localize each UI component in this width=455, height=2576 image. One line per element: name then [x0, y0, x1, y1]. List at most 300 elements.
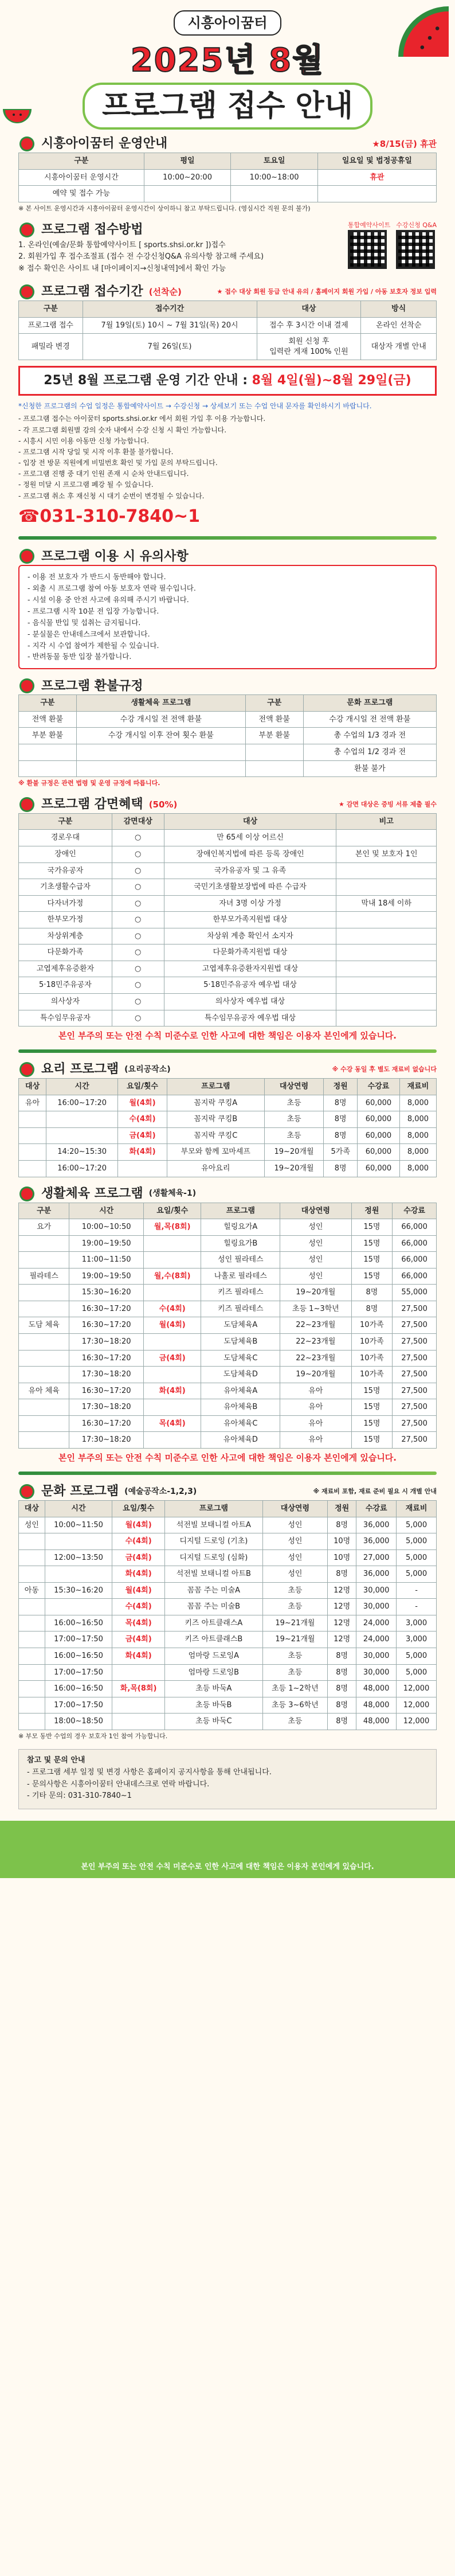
period-header-2: 대상: [257, 301, 361, 318]
sports-cell: [19, 1235, 69, 1252]
watermelon-icon: [18, 677, 36, 694]
culture-header-1: 시간: [45, 1501, 112, 1517]
discount-cell: 5·18민주유공자 예우법 대상: [164, 977, 336, 994]
operation-header-1: 평일: [144, 153, 231, 170]
closing-line: - 기타 문의: 031-310-7840~1: [27, 1792, 132, 1801]
refund-cell: [245, 744, 303, 761]
culture-cell: 성인: [262, 1566, 327, 1583]
watermelon-icon: [18, 548, 36, 565]
sports-cell: 유아체육A: [201, 1383, 280, 1399]
culture-cell: 12명: [328, 1615, 356, 1632]
culture-header-2: 요일/횟수: [112, 1501, 164, 1517]
cooking-cell: 8명: [324, 1161, 358, 1177]
signup-lines: [18, 240, 342, 274]
cooking-cell: 수(4회): [118, 1111, 167, 1128]
sports-title: 생활체육 프로그램: [41, 1186, 143, 1201]
sports-cell: 19~20개월: [280, 1285, 351, 1301]
usage-rule-line: - 지각 시 수업 참여가 제한될 수 있습니다.: [28, 641, 159, 650]
culture-cell: 엄마랑 드로잉A: [164, 1648, 262, 1664]
culture-header-5: 정원: [328, 1501, 356, 1517]
culture-section: [18, 1483, 437, 1741]
discount-cell: 장애인: [19, 846, 112, 863]
discount-cell: 고엽제후유증환자: [19, 961, 112, 977]
culture-cell: [19, 1599, 45, 1615]
refund-cell: [76, 744, 245, 761]
usage-rule-line: - 이용 전 보호자 가 반드시 동반해야 합니다.: [28, 572, 166, 581]
culture-header-0: 대상: [19, 1501, 45, 1517]
operation-cell: 휴관: [317, 169, 436, 186]
cooking-cell: 60,000: [357, 1095, 399, 1111]
period-note-line: - 프로그램 진행 중 대기 인원 존재 시 순차 안내드립니다.: [18, 470, 189, 478]
sports-row: [19, 1367, 437, 1383]
refund-cell: 환불 불가: [303, 760, 436, 777]
refund-row: [19, 711, 437, 728]
sports-header-4: 대상연령: [280, 1203, 351, 1219]
culture-cell: [112, 1697, 164, 1714]
period-note-line: - 프로그램 취소 후 재신청 시 대기 순번이 변경될 수 있습니다.: [18, 491, 205, 500]
culture-cell: 17:00~17:50: [45, 1632, 112, 1648]
usage-rule-line: - 프로그램 시작 10분 전 입장 가능합니다.: [28, 606, 159, 615]
cooking-row: [19, 1111, 437, 1128]
sports-cell: 17:30~18:20: [69, 1333, 144, 1350]
sports-cell: 22~23개월: [280, 1333, 351, 1350]
cooking-cell: 19~20개월: [264, 1161, 324, 1177]
discount-cell: 차상위계층: [19, 928, 112, 944]
culture-cell: 5,000: [397, 1566, 437, 1583]
discount-cell: 의사상자: [19, 993, 112, 1010]
culture-cell: 48,000: [356, 1714, 397, 1730]
operation-cell: 예약 및 접수 가능: [19, 186, 144, 202]
culture-row: [19, 1632, 437, 1648]
culture-cell: 8명: [328, 1664, 356, 1681]
sports-cell: 성인: [280, 1235, 351, 1252]
sports-cell: 성인: [280, 1219, 351, 1236]
culture-cell: 19~21개월: [262, 1632, 327, 1648]
culture-cell: 27,000: [356, 1549, 397, 1566]
operation-cell: 10:00~20:00: [144, 169, 231, 186]
culture-title: 문화 프로그램: [41, 1484, 119, 1499]
culture-cell: 36,000: [356, 1566, 397, 1583]
culture-cell: 월(4회): [112, 1517, 164, 1533]
cooking-cell: 꼼지락 쿠킹A: [167, 1095, 264, 1111]
culture-cell: 8명: [328, 1648, 356, 1664]
discount-cell: 한부모가족지원법 대상: [164, 912, 336, 928]
sports-cell: [19, 1301, 69, 1317]
culture-note: ※ 재료비 포함, 재료 준비 필요 시 개별 안내: [313, 1487, 437, 1495]
culture-cell: 24,000: [356, 1632, 397, 1648]
footer-bar: [0, 1821, 455, 1878]
signup-title: 프로그램 접수방법: [41, 222, 143, 237]
period-title: 프로그램 접수기간: [41, 284, 143, 299]
sports-section: [18, 1185, 437, 1463]
sports-cell: 유아체육B: [201, 1399, 280, 1416]
cooking-cell: 8명: [324, 1095, 358, 1111]
sports-cell: 금(4회): [143, 1350, 201, 1367]
period-cell: 패밀라 변경: [19, 334, 83, 360]
discount-header-0: 구분: [19, 813, 112, 830]
sports-cell: 초등 1~3학년: [280, 1301, 351, 1317]
culture-header-7: 재료비: [397, 1501, 437, 1517]
cooking-cell: 금(4회): [118, 1127, 167, 1144]
operation-cell: 시흥아이꿈터 운영시간: [19, 169, 144, 186]
operation-period-alert: [18, 366, 437, 396]
cooking-header-1: 시간: [46, 1079, 118, 1095]
sports-header-0: 구분: [19, 1203, 69, 1219]
culture-cell: 금(4회): [112, 1549, 164, 1566]
culture-cell: 수(4회): [112, 1599, 164, 1615]
culture-row: [19, 1582, 437, 1599]
culture-cell: 엄마랑 드로잉B: [164, 1664, 262, 1681]
discount-row: [19, 895, 437, 912]
usage-rules-box: [18, 565, 437, 669]
discount-title: 프로그램 감면혜택: [41, 797, 143, 812]
culture-cell: -: [397, 1599, 437, 1615]
cooking-header-7: 재료비: [399, 1079, 436, 1095]
discount-row: [19, 961, 437, 977]
operation-cell: [231, 186, 318, 202]
culture-cell: 17:00~17:50: [45, 1664, 112, 1681]
discount-cell: ○: [112, 862, 164, 879]
discount-cell: 5·18민주유공자: [19, 977, 112, 994]
culture-cell: 키즈 아트클래스A: [164, 1615, 262, 1632]
culture-cell: [19, 1615, 45, 1632]
sports-cell: 27,500: [393, 1399, 437, 1416]
sports-cell: [143, 1333, 201, 1350]
sports-cell: 수(4회): [143, 1301, 201, 1317]
sports-row: [19, 1399, 437, 1416]
refund-table: [18, 694, 437, 777]
sports-cell: 성인 필라테스: [201, 1252, 280, 1269]
period-header-0: 구분: [19, 301, 83, 318]
culture-sub: (예술공작소-1,2,3): [124, 1486, 197, 1496]
culture-header-3: 프로그램: [164, 1501, 262, 1517]
culture-cell: 화(4회): [112, 1566, 164, 1583]
discount-cell: ○: [112, 1010, 164, 1027]
sports-cell: [143, 1285, 201, 1301]
culture-cell: 5,000: [397, 1549, 437, 1566]
refund-cell: [76, 760, 245, 777]
sports-cell: [19, 1432, 69, 1449]
culture-cell: 8명: [328, 1681, 356, 1697]
sports-cell: 15명: [351, 1252, 393, 1269]
culture-cell: 아동: [19, 1582, 45, 1599]
closing-line: - 문의사항은 시흥아이꿈터 안내데스크로 연락 바랍니다.: [27, 1779, 210, 1789]
culture-cell: [19, 1549, 45, 1566]
culture-cell: 10:00~11:50: [45, 1517, 112, 1533]
cooking-cell: 8,000: [399, 1144, 436, 1161]
sports-sub: (생활체육-1): [148, 1189, 197, 1199]
discount-row: [19, 846, 437, 863]
operation-row: [19, 186, 437, 202]
culture-cell: 8명: [328, 1517, 356, 1533]
sports-cell: 22~23개월: [280, 1317, 351, 1334]
sports-cell: 유아: [280, 1399, 351, 1416]
sports-cell: [19, 1367, 69, 1383]
culture-cell: 초등 1~2학년: [262, 1681, 327, 1697]
culture-cell: [112, 1714, 164, 1730]
sports-cell: 27,500: [393, 1317, 437, 1334]
culture-cell: 30,000: [356, 1599, 397, 1615]
operation-title: 시흥아이꿈터 운영안내: [41, 136, 168, 151]
divider: [18, 536, 437, 540]
cooking-header-3: 프로그램: [167, 1079, 264, 1095]
watermelon-slice-icon: [0, 103, 34, 138]
discount-cell: ○: [112, 944, 164, 961]
sports-cell: 15명: [351, 1219, 393, 1236]
culture-cell: 화(4회): [112, 1648, 164, 1664]
sports-cell: 15명: [351, 1432, 393, 1449]
watermelon-icon: [18, 796, 36, 813]
usage-rule-line: - 분실물은 안내데스크에서 보관합니다.: [28, 629, 150, 638]
sports-table: [18, 1203, 437, 1449]
culture-cell: 석전빌 보태니컬 아트A: [164, 1517, 262, 1533]
cooking-cell: 16:00~17:20: [46, 1161, 118, 1177]
refund-cell: 부분 환불: [245, 728, 303, 744]
cooking-cell: 초등: [264, 1095, 324, 1111]
discount-cell: [336, 993, 437, 1010]
watermelon-icon: [18, 1483, 36, 1500]
sports-row: [19, 1301, 437, 1317]
discount-cell: [336, 830, 437, 846]
discount-note: ★ 감면 대상은 증빙 서류 제출 필수: [339, 800, 437, 808]
refund-row: [19, 744, 437, 761]
culture-cell: 15:30~16:20: [45, 1582, 112, 1599]
period-note-line: - 정원 미달 시 프로그램 폐강 될 수 있습니다.: [18, 481, 154, 489]
period-cell: 온라인 선착순: [361, 317, 437, 334]
discount-row: [19, 1010, 437, 1027]
discount-row: [19, 944, 437, 961]
discount-cell: 다문화가족: [19, 944, 112, 961]
culture-row: [19, 1533, 437, 1550]
watermelon-icon: [18, 283, 36, 300]
culture-cell: 성인: [262, 1517, 327, 1533]
sports-cell: 유아: [280, 1383, 351, 1399]
sports-cell: 성인: [280, 1268, 351, 1285]
culture-cell: [19, 1664, 45, 1681]
cooking-cell: [46, 1127, 118, 1144]
sports-cell: 10:00~10:50: [69, 1219, 144, 1236]
discount-row: [19, 912, 437, 928]
sports-cell: 유아: [280, 1415, 351, 1432]
cooking-cell: 60,000: [357, 1161, 399, 1177]
closing-section: [18, 1749, 437, 1809]
culture-cell: 3,000: [397, 1632, 437, 1648]
qr-code-qa[interactable]: [396, 230, 435, 269]
culture-row: [19, 1714, 437, 1730]
sports-cell: 성인: [280, 1252, 351, 1269]
contact-phone[interactable]: ☎031-310-7840~1: [18, 506, 201, 526]
refund-cell: 수강 개시일 전 전액 환불: [76, 711, 245, 728]
sports-cell: [19, 1399, 69, 1416]
sports-cell: 15:30~16:20: [69, 1285, 144, 1301]
poster-header: [0, 0, 455, 127]
discount-cell: [336, 977, 437, 994]
closing-box: [18, 1749, 437, 1809]
sports-cell: 10가족: [351, 1317, 393, 1334]
culture-cell: 석전빌 보태니컬 아트B: [164, 1566, 262, 1583]
discount-row: [19, 879, 437, 896]
refund-row: [19, 760, 437, 777]
cooking-cell: 60,000: [357, 1144, 399, 1161]
sports-cell: 16:30~17:20: [69, 1301, 144, 1317]
discount-cell: ○: [112, 846, 164, 863]
sports-cell: 10가족: [351, 1333, 393, 1350]
culture-cell: 금(4회): [112, 1632, 164, 1648]
cooking-cell: 60,000: [357, 1127, 399, 1144]
sports-cell: 17:30~18:20: [69, 1367, 144, 1383]
sports-cell: 27,500: [393, 1301, 437, 1317]
cooking-cell: [19, 1127, 46, 1144]
culture-cell: 꼼꼼 주는 미술B: [164, 1599, 262, 1615]
discount-cell: 막내 18세 이하: [336, 895, 437, 912]
sports-cell: 유아체육C: [201, 1415, 280, 1432]
period-note-line: - 각 프로그램 회원별 강의 숫자 내에서 수강 신청 시 확인 가능합니다.: [18, 426, 227, 434]
culture-header-6: 수강료: [356, 1501, 397, 1517]
watermelon-icon: [18, 1061, 36, 1078]
culture-cell: 성인: [262, 1533, 327, 1550]
culture-cell: [19, 1681, 45, 1697]
sports-cell: 27,500: [393, 1383, 437, 1399]
sports-cell: 8명: [351, 1301, 393, 1317]
usage-rule-line: - 외출 시 프로그램 참여 아동 보호자 연락 필수입니다.: [28, 584, 196, 593]
culture-cell: 16:00~16:50: [45, 1615, 112, 1632]
culture-row: [19, 1664, 437, 1681]
discount-cell: [336, 912, 437, 928]
cooking-table: [18, 1078, 437, 1177]
culture-row: [19, 1615, 437, 1632]
discount-cell: [336, 944, 437, 961]
refund-cell: [19, 744, 77, 761]
sports-header-5: 정원: [351, 1203, 393, 1219]
cooking-cell: 16:00~17:20: [46, 1095, 118, 1111]
discount-table: [18, 813, 437, 1027]
sports-cell: [19, 1285, 69, 1301]
cooking-cell: 19~20개월: [264, 1144, 324, 1161]
culture-cell: 초등: [262, 1714, 327, 1730]
cooking-cell: 8,000: [399, 1095, 436, 1111]
culture-cell: 17:00~17:50: [45, 1697, 112, 1714]
sports-cell: 월,목(8회): [143, 1219, 201, 1236]
cooking-note: ※ 수강 동일 후 별도 재료비 없습니다: [332, 1065, 437, 1073]
period-cell: 접수 후 3시간 이내 결제: [257, 317, 361, 334]
cooking-header-6: 수강료: [357, 1079, 399, 1095]
sports-header-2: 요일/횟수: [143, 1203, 201, 1219]
watermelon-icon: [392, 0, 455, 63]
culture-cell: 30,000: [356, 1648, 397, 1664]
discount-cell: 국민기초생활보장법에 따른 수급자: [164, 879, 336, 896]
sports-cell: [19, 1350, 69, 1367]
cooking-cell: 8,000: [399, 1111, 436, 1128]
sports-header-1: 시간: [69, 1203, 144, 1219]
culture-footnote: ※ 부모 동반 수업의 경우 보호자 1인 참여 가능합니다.: [18, 1732, 168, 1740]
culture-cell: [19, 1533, 45, 1550]
discount-cell: 특수임무유공자: [19, 1010, 112, 1027]
sports-row: [19, 1333, 437, 1350]
sports-cell: 힐링요가B: [201, 1235, 280, 1252]
sports-cell: 15명: [351, 1399, 393, 1416]
culture-cell: 8명: [328, 1714, 356, 1730]
culture-cell: 36,000: [356, 1533, 397, 1550]
operation-cell: [144, 186, 231, 202]
period-cell: 회원 신청 후 입력란 게재 100% 인원: [257, 334, 361, 360]
period-header-3: 방식: [361, 301, 437, 318]
discount-header-3: 비고: [336, 813, 437, 830]
period-note-line: - 시흥시 시민 이용 아동만 신청 가능합니다.: [18, 436, 150, 445]
culture-row: [19, 1648, 437, 1664]
closing-line: - 프로그램 세부 일정 및 변경 사항은 홈페이지 공지사항을 통해 안내됩니다.: [27, 1768, 272, 1777]
org-name: 시흥아이꿈터: [174, 10, 281, 36]
culture-cell: 5,000: [397, 1533, 437, 1550]
culture-cell: 초등 3~6학년: [262, 1697, 327, 1714]
cooking-cell: 8,000: [399, 1127, 436, 1144]
culture-row: [19, 1566, 437, 1583]
cooking-cell: 꼼지락 쿠킹B: [167, 1111, 264, 1128]
discount-cell: ○: [112, 895, 164, 912]
discount-cell: [336, 862, 437, 879]
period-cell: 대상자 개별 안내: [361, 334, 437, 360]
sports-row: [19, 1383, 437, 1399]
discount-cell: 경로우대: [19, 830, 112, 846]
usage-section: [18, 548, 437, 669]
cooking-sub: (요리공작소): [124, 1064, 171, 1074]
culture-cell: 초등 바둑A: [164, 1681, 262, 1697]
discount-cell: 만 65세 이상 어르신: [164, 830, 336, 846]
culture-cell: [45, 1599, 112, 1615]
sports-cell: 유아 체육: [19, 1383, 69, 1399]
cooking-row: [19, 1161, 437, 1177]
culture-cell: 16:00~16:50: [45, 1648, 112, 1664]
culture-cell: 꼼꼼 주는 미술A: [164, 1582, 262, 1599]
sports-cell: 도담체육C: [201, 1350, 280, 1367]
culture-cell: [19, 1714, 45, 1730]
sports-cell: 도담체육A: [201, 1317, 280, 1334]
qr-code-site[interactable]: [348, 230, 387, 269]
cooking-header-2: 요일/횟수: [118, 1079, 167, 1095]
refund-cell: [19, 760, 77, 777]
discount-cell: 국가유공자 및 그 유족: [164, 862, 336, 879]
cooking-header-5: 정원: [324, 1079, 358, 1095]
culture-cell: 30,000: [356, 1664, 397, 1681]
culture-cell: 24,000: [356, 1615, 397, 1632]
page-title: 프로그램 접수 안내: [85, 85, 370, 127]
refund-cell: 전액 환불: [245, 711, 303, 728]
period-note-line: - 프로그램 시작 당일 및 시작 이후 환불 불가합니다.: [18, 447, 174, 456]
culture-cell: 36,000: [356, 1517, 397, 1533]
watermelon-icon: [18, 221, 36, 239]
signup-section: [18, 221, 437, 276]
culture-cell: 초등: [262, 1648, 327, 1664]
sports-cell: 15명: [351, 1235, 393, 1252]
discount-cell: ○: [112, 977, 164, 994]
culture-table: [18, 1500, 437, 1730]
culture-cell: 12명: [328, 1582, 356, 1599]
sports-cell: 키즈 필라테스: [201, 1285, 280, 1301]
sports-cell: 19:00~19:50: [69, 1268, 144, 1285]
cooking-row: [19, 1127, 437, 1144]
culture-cell: [45, 1533, 112, 1550]
sports-cell: 유아체육D: [201, 1432, 280, 1449]
discount-cell: 자녀 3명 이상 가정: [164, 895, 336, 912]
refund-header-1: 생활체육 프로그램: [76, 695, 245, 712]
culture-cell: [19, 1648, 45, 1664]
discount-sub: (50%): [148, 799, 178, 810]
culture-cell: -: [397, 1582, 437, 1599]
sports-cell: [143, 1399, 201, 1416]
cooking-row: [19, 1144, 437, 1161]
sports-row: [19, 1415, 437, 1432]
culture-cell: 12명: [328, 1599, 356, 1615]
cooking-cell: 60,000: [357, 1111, 399, 1128]
